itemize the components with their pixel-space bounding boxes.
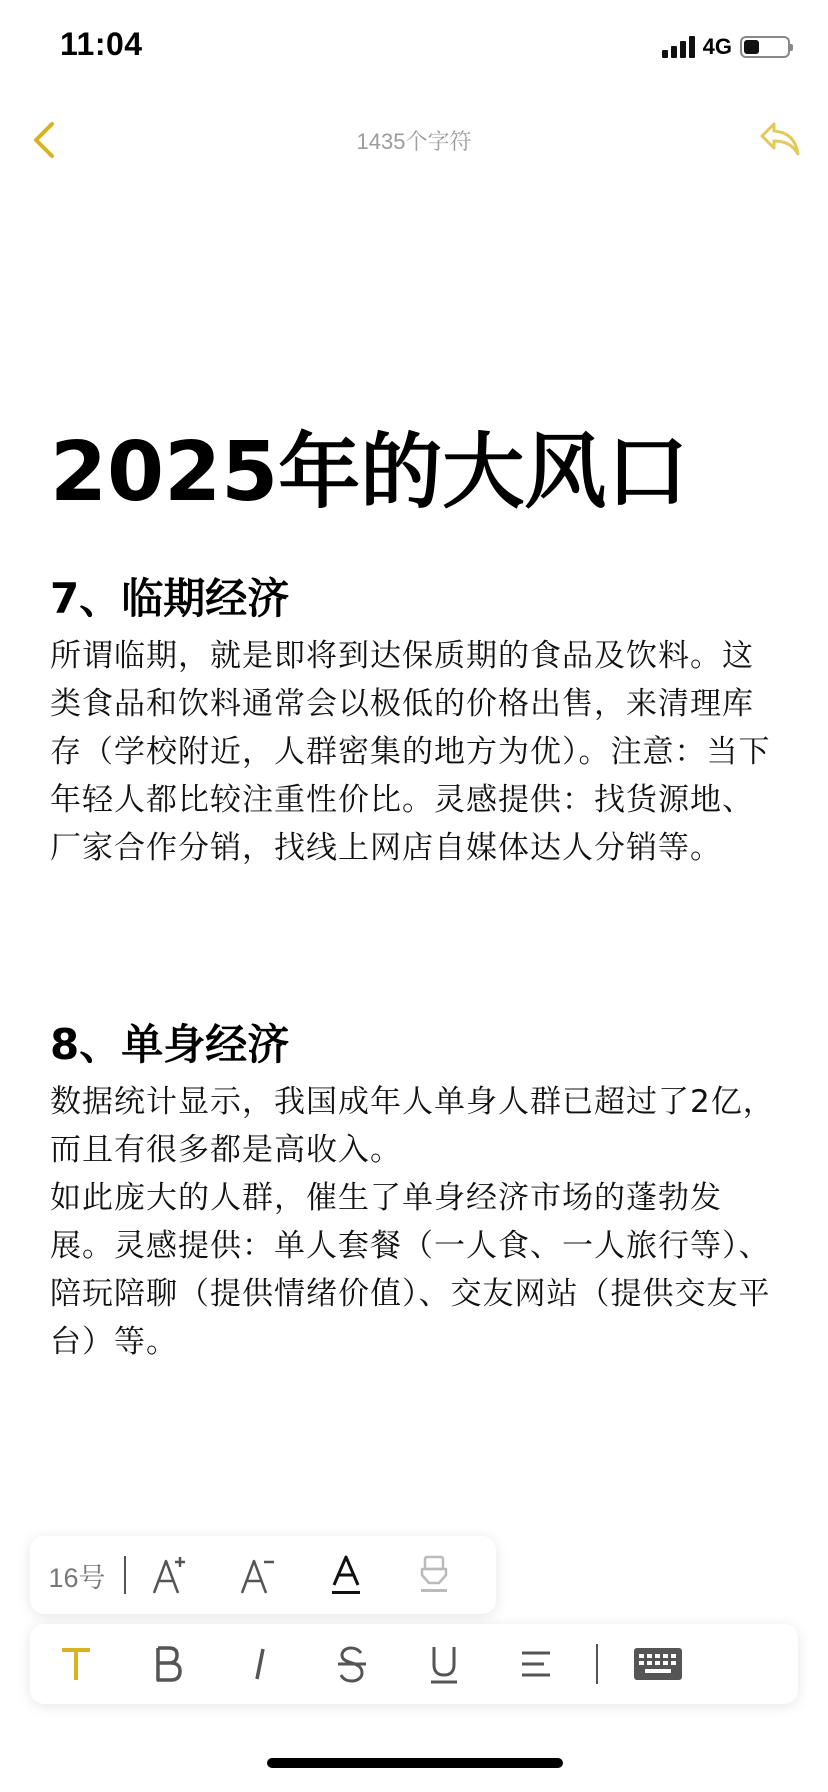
section-body [50, 1078, 780, 1366]
divider [596, 1644, 598, 1684]
paragraph: 所谓临期，就是即将到达保质期的食品及饮料。这类食品和饮料通常会以极低的价格出售，来清理库存（学校附近，人群密集的地方为优）。注意：当下年轻人都比较注重性价比。灵感提供：找货源地、厂家合作分销，找线上网店自媒体达人分销等。 [50, 638, 771, 866]
font-format-popup [30, 1536, 496, 1614]
text-style-icon [59, 1644, 93, 1684]
section-heading: 8、单身经济 [50, 1020, 290, 1069]
italic-icon [248, 1644, 272, 1684]
keyboard-button[interactable] [612, 1624, 704, 1704]
decrease-font-icon [238, 1553, 278, 1597]
battery-icon [740, 36, 790, 58]
status-time: 11:04 [60, 26, 143, 62]
section-body [50, 632, 780, 872]
increase-font-icon [150, 1553, 190, 1597]
text-color-button[interactable] [302, 1536, 390, 1614]
highlighter-button[interactable] [390, 1536, 478, 1614]
section-8 [50, 1018, 780, 1366]
font-size-selector[interactable]: 16号 [48, 1562, 106, 1593]
bold-button[interactable] [122, 1624, 214, 1704]
strikethrough-button[interactable] [306, 1624, 398, 1704]
network-type: 4G [702, 34, 732, 59]
undo-button[interactable] [758, 120, 802, 160]
keyboard-icon [633, 1647, 683, 1681]
increase-font-button[interactable] [126, 1536, 214, 1614]
section-7 [50, 572, 780, 872]
align-button[interactable] [490, 1624, 582, 1704]
battery-level [744, 40, 759, 54]
document-title: 2025年的大风口 [50, 424, 689, 520]
highlighter-icon [417, 1553, 451, 1597]
strikethrough-icon [336, 1644, 368, 1684]
undo-arrow-icon [758, 120, 802, 160]
character-count: 1435个字符 [356, 129, 472, 154]
italic-button[interactable] [214, 1624, 306, 1704]
formatting-toolbar [30, 1624, 798, 1704]
decrease-font-button[interactable] [214, 1536, 302, 1614]
text-color-icon [328, 1553, 364, 1597]
underline-icon [428, 1643, 460, 1685]
text-style-button[interactable] [30, 1624, 122, 1704]
signal-icon [662, 36, 695, 58]
align-icon [520, 1648, 552, 1680]
paragraph: 数据统计显示，我国成年人单身人群已超过了2亿，而且有很多都是高收入。 [50, 1084, 775, 1168]
home-indicator[interactable] [267, 1758, 563, 1768]
section-heading: 7、临期经济 [50, 574, 290, 623]
paragraph: 如此庞大的人群，催生了单身经济市场的蓬勃发展。灵感提供：单人套餐（一人食、一人旅行等）、陪玩陪聊（提供情绪价值）、交友网站（提供交友平台）等。 [50, 1180, 771, 1360]
underline-button[interactable] [398, 1624, 490, 1704]
status-indicators [662, 34, 790, 60]
bold-icon [153, 1644, 183, 1684]
